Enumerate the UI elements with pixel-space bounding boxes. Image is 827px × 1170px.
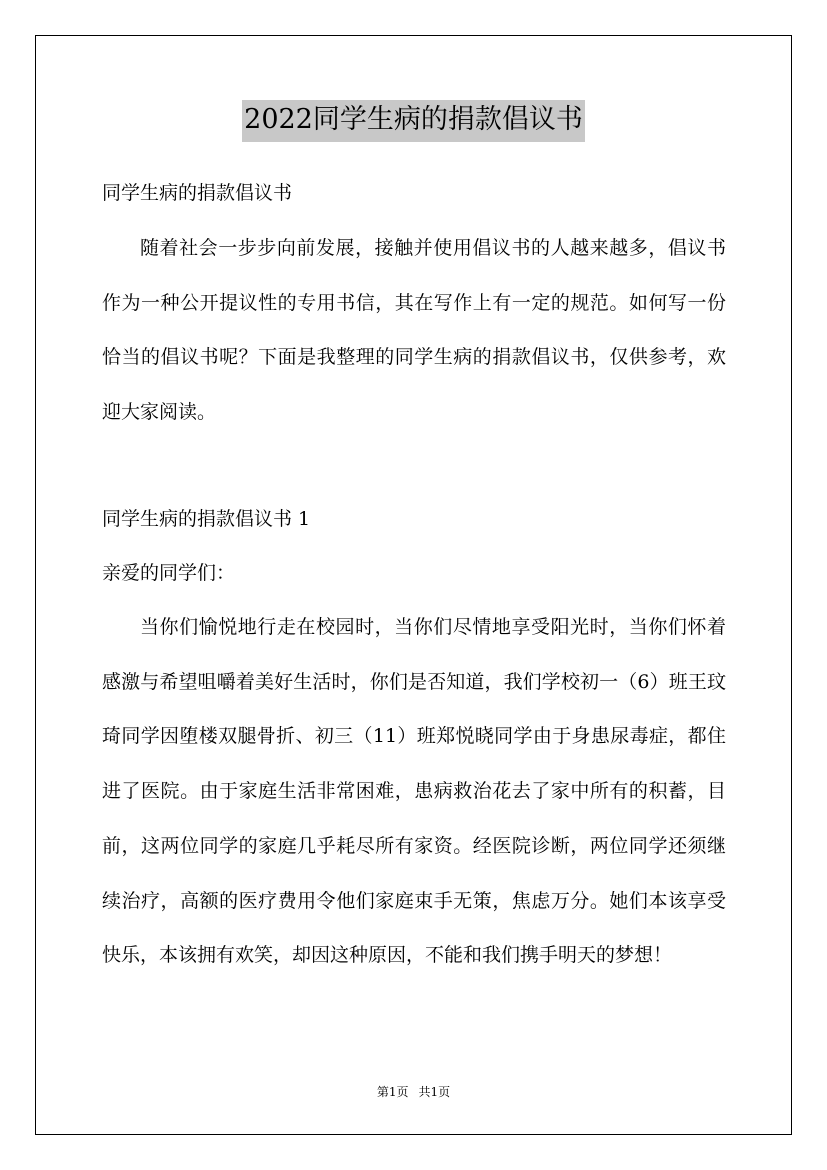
body-paragraph: 当你们愉悦地行走在校园时，当你们尽情地享受阳光时，当你们怀着感激与希望咀嚼着美好生活时，你们是否知道，我们学校初一（6）班王玟琦同学因堕楼双腿骨折、初三（11）班郑悦晓同学由于身患尿毒症，都住进了医院。由于家庭生活非常困难，患病救治花去了家中所有的积蓄，目前，这两位同学的家庭几乎耗尽所有家资。经医院诊断，两位同学还须继续治疗，高额的医疗费用令他们家庭束手无策，焦虑万分。她们本该享受快乐，本该拥有欢笑，却因这种原因，不能和我们携手明天的梦想！	[102, 616, 726, 967]
salutation: 亲爱的同学们：	[102, 562, 236, 584]
page-footer	[0, 1084, 827, 1100]
title-container	[0, 100, 827, 142]
intro-paragraph: 随着社会一步步向前发展，接触并使用倡议书的人越来越多，倡议书作为一种公开提议性的专用书信，其在写作上有一定的规范。如何写一份恰当的倡议书呢？下面是我整理的同学生病的捐款倡议书，仅供参考，欢迎大家阅读。	[102, 237, 726, 424]
section-heading: 同学生病的捐款倡议书 1	[102, 508, 311, 530]
document-title: 2022同学生病的捐款倡议书	[242, 100, 585, 142]
page-number-total: 共1页	[418, 1085, 451, 1099]
page-number-current: 第1页	[376, 1085, 409, 1099]
document-subtitle: 同学生病的捐款倡议书	[102, 182, 293, 204]
